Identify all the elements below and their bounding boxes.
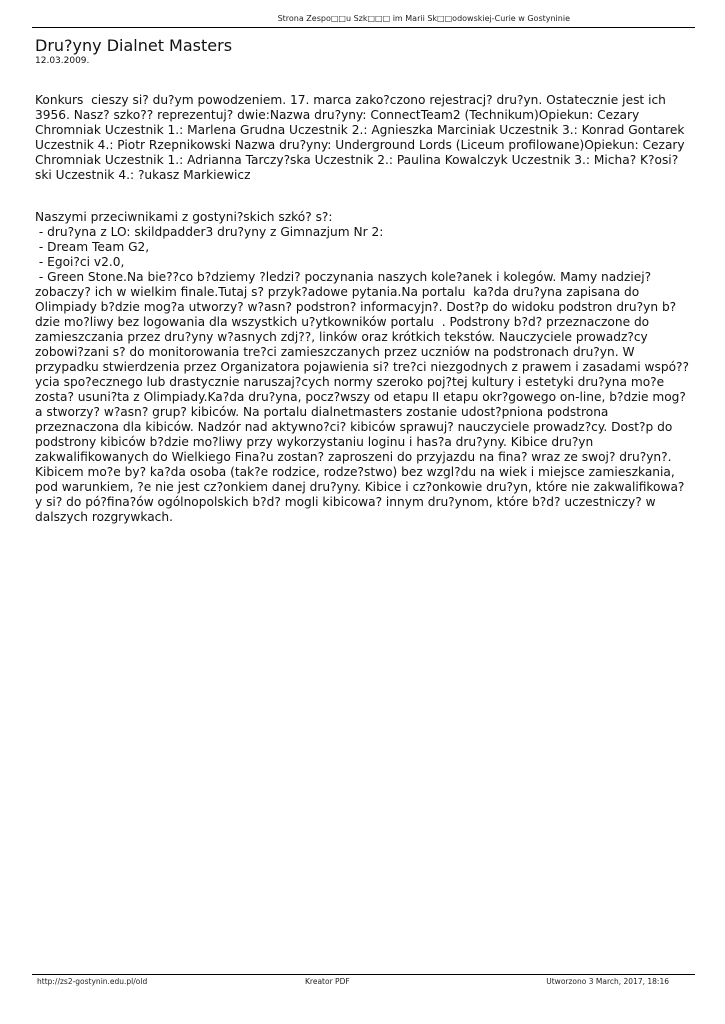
footer-url: http://zs2-gostynin.edu.pl/old (37, 977, 148, 986)
page-header-site-name: Strona Zespo□□u Szk□□□ im Marii Sk□□odowskiej-Curie w Gostyninie (277, 14, 570, 23)
article-title: Dru?yny Dialnet Masters (35, 36, 233, 55)
article-paragraph-opponents: Naszymi przeciwnikami z gostyni?skich szkó? s?: - dru?yna z LO: skildpadder3 dru?yny z Gimnazjum Nr 2: - Dream Team G2, - Egoi?ci v2.0, - Green Stone.Na bie??co b?dziemy ?ledzi? poczynania naszych kole?anek i kolegów. Mamy nadziej? zobaczy? ich w wielkim finale.Tutaj s? przyk?adowe pytania.Na portalu ka?da dru?yna zapisana do Olimpiady b?dzie mog?a utworzy? w?asn? podstron? informacyjn?. Dost?p do widoku podstron dru?yn b?dzie mo?liwy bez logowania dla wszystkich u?ytkowników portalu . Podstrony b?d? przeznaczone do zamieszczania przez dru?yny w?asnych zdj??, linków oraz krótkich tekstów. Nauczyciele prowadz?cy zobowi?zani s? do monitorowania tre?ci zamieszczanych przez uczniów na podstronach dru?yn. W przypadku stwierdzenia przez Organizatora pojawienia si? tre?ci niezgodnych z prawem i zasadami wspó??ycia spo?ecznego lub drastycznie naruszaj?cych normy szeroko poj?tej kultury i estetyki dru?yna mo?e zosta? usuni?ta z Olimpiady.Ka?da dru?yna, pocz?wszy od etapu II etapu okr?gowego on-line, b?dzie mog?a stworzy? w?asn? grup? kibiców. Na portalu dialnetmasters zostanie udost?pniona podstrona przeznaczona dla kibiców. Nadzór nad aktywno?ci? kibiców sprawuj? nauczyciele prowadz?cy. Dost?p do podstrony kibiców b?dzie mo?liwy przy wykorzystaniu loginu i has?a dru?yny. Kibice dru?yn zakwalifikowanych do Wielkiego Fina?u zostan? zaproszeni do przyjazdu na fina? wraz ze swoj? dru?yn?. Kibicem mo?e by? ka?da osoba (tak?e rodzice, rodze?stwo) bez wzgl?du na wiek i miejsce zamieszkania, pod warunkiem, ?e nie jest cz?onkiem danej dru?yny. Kibice i cz?onkowie dru?yn, które nie zakwalifikowa?y si? do pó?fina?ów ogólnopolskich b?d? mogli kibicowa? innym dru?ynom, które b?d? uczestniczy? w dalszych rozgrywkach. (35, 210, 689, 524)
article-date: 12.03.2009. (35, 56, 90, 66)
header-divider (32, 27, 695, 28)
footer-generator: Kreator PDF (305, 977, 350, 986)
article-paragraph-registration: Konkurs cieszy si? du?ym powodzeniem. 17. marca zako?czono rejestracj? dru?yn. Ostatecznie jest ich 3956. Nasz? szko?? reprezentuj? dwie:Nazwa dru?yny: ConnectTeam2 (Technikum)Opiekun: Cezary Chromniak Uczestnik 1.: Marlena Grudna Uczestnik 2.: Agnieszka Marciniak Uczestnik 3.: Konrad Gontarek Uczestnik 4.: Piotr Rzepnikowski Nazwa dru?yny: Underground Lords (Liceum profilowane)Opiekun: Cezary Chromniak Uczestnik 1.: Adrianna Tarczy?ska Uczestnik 2.: Paulina Kowalczyk Uczestnik 3.: Micha? K?osi?ski Uczestnik 4.: ?ukasz Markiewicz (35, 93, 689, 182)
footer-divider (32, 974, 695, 975)
footer-created-date: Utworzono 3 March, 2017, 18:16 (546, 977, 669, 986)
